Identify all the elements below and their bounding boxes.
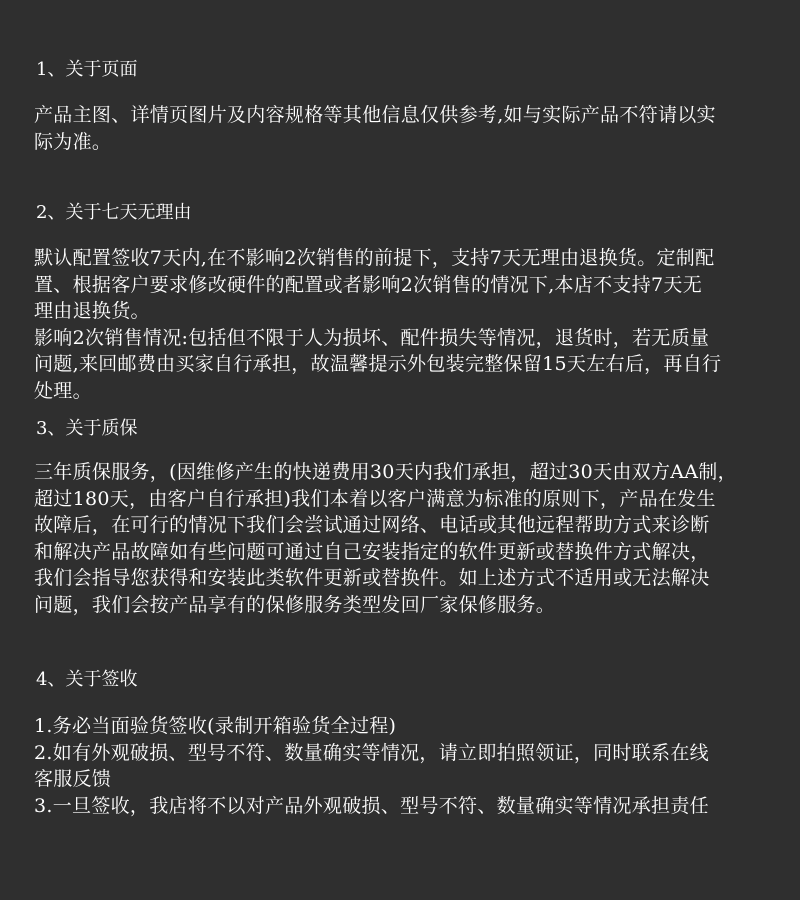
section-4-body (34, 713, 794, 819)
section-2-line-2: 置、根据客户要求修改硬件的配置或者影响2次销售的情况下,本店不支持7天无 (34, 273, 703, 296)
section-3-title: 3、关于质保 (36, 418, 138, 439)
section-3-body (34, 459, 794, 618)
section-4-line-3: 客服反馈 (34, 768, 112, 790)
section-3-line-3: 故障后，在可行的情况下我们会尝试通过网络、电话或其他远程帮助方式来诊断 (34, 514, 710, 536)
section-3-line-2: 超过180天，由客户自行承担)我们本着以客户满意为标准的原则下，产品在发生 (34, 487, 716, 510)
section-2-line-6: 处理。 (34, 379, 92, 402)
section-1-body (34, 102, 794, 155)
section-1-line-1: 产品主图、详情页图片及内容规格等其他信息仅供参考,如与实际产品不符请以实 (34, 104, 716, 126)
section-2-line-4: 影响2次销售情况:包括但不限于人为损坏、配件损失等情况，退货时，若无质量 (34, 326, 710, 349)
section-3-line-6: 问题，我们会按产品享有的保修服务类型发回厂家保修服务。 (34, 593, 556, 616)
section-1-line-2: 际为准。 (34, 130, 112, 153)
section-3-line-1: 三年质保服务，(因维修产生的快递费用30天内我们承担，超过30天由双方AA制， (34, 461, 737, 483)
section-2-line-5: 问题,来回邮费由买家自行承担，故温馨提示外包装完整保留15天左右后，再自行 (34, 353, 722, 375)
section-2-title: 2、关于七天无理由 (36, 202, 192, 223)
section-3-line-4: 和解决产品故障如有些问题可通过自己安装指定的软件更新或替换件方式解决， (34, 540, 710, 563)
section-4-line-1: 1.务必当面验货签收(录制开箱验货全过程) (34, 715, 397, 737)
section-3-line-5: 我们会指导您获得和安装此类软件更新或替换件。如上述方式不适用或无法解决 (34, 567, 710, 589)
section-2-line-1: 默认配置签收7天内,在不影响2次销售的前提下，支持7天无理由退换货。定制配 (34, 247, 715, 269)
section-4-line-4: 3.一旦签收，我店将不以对产品外观破损、型号不符、数量确实等情况承担责任 (34, 794, 709, 817)
section-1-title: 1、关于页面 (36, 59, 138, 80)
section-2-body (34, 245, 794, 404)
section-4-line-2: 2.如有外观破损、型号不符、数量确实等情况，请立即拍照领证，同时联系在线 (34, 741, 709, 764)
section-4-title: 4、关于签收 (36, 669, 138, 690)
section-2-line-3: 理由退换货。 (34, 300, 150, 322)
